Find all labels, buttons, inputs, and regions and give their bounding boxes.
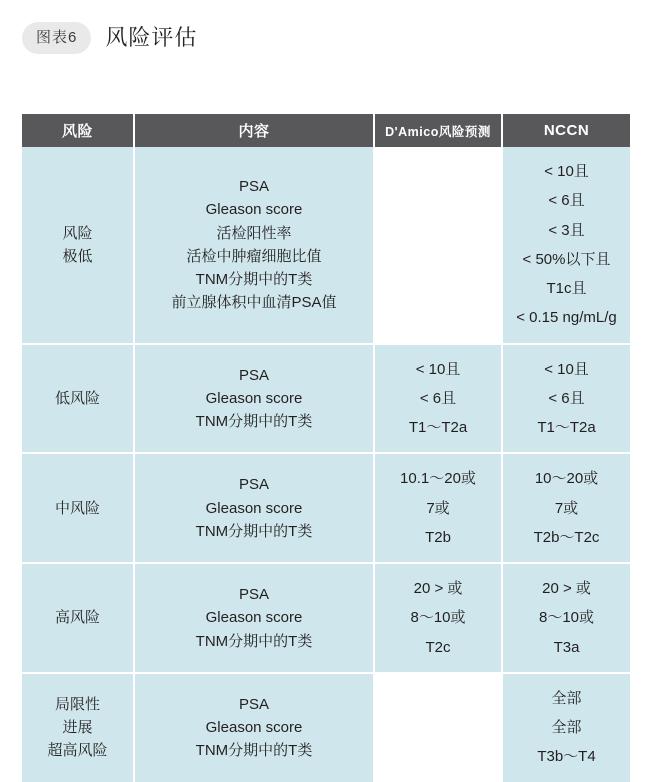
- nccn-line: < 10且: [544, 163, 589, 180]
- content-line: Gleason score: [205, 499, 303, 517]
- figure-header: [22, 22, 197, 54]
- nccn-line: < 10且: [544, 360, 589, 378]
- content-line: Gleason score: [205, 719, 303, 736]
- content-line: 前立腺体积中血清PSA值: [171, 294, 337, 312]
- cell-content: [134, 344, 374, 454]
- content-line: Gleason score: [205, 609, 303, 627]
- nccn-line: 7或: [554, 499, 579, 517]
- cell-nccn: [502, 563, 630, 673]
- nccn-line: < 6且: [548, 389, 585, 407]
- nccn-line: < 50%以下且: [522, 250, 611, 268]
- risk-line: 进展: [62, 719, 93, 736]
- content-line: Gleason score: [205, 389, 303, 407]
- nccn-line: 20 > 或: [542, 580, 591, 597]
- damico-line: T2b: [425, 528, 451, 546]
- risk-table-wrapper: [22, 114, 630, 782]
- risk-line: 极低: [62, 247, 93, 265]
- table-row: [22, 344, 630, 454]
- header-content: 内容: [134, 114, 374, 147]
- cell-content: [134, 673, 374, 782]
- cell-damico: [374, 673, 502, 782]
- cell-risk: [22, 673, 134, 782]
- cell-nccn: [502, 344, 630, 454]
- cell-risk: [22, 344, 134, 454]
- cell-damico: [374, 147, 502, 344]
- damico-line: T2c: [425, 638, 451, 656]
- cell-nccn: [502, 147, 630, 344]
- table-header-row: [22, 114, 630, 147]
- nccn-line: T1～T2a: [537, 419, 596, 436]
- figure-badge: 图表6: [22, 22, 91, 54]
- table-row: [22, 673, 630, 782]
- header-risk: 风险: [22, 114, 134, 147]
- damico-line: 20 > 或: [413, 580, 463, 597]
- cell-damico: [374, 344, 502, 454]
- damico-line: T1～T2a: [408, 419, 468, 436]
- table-row: [22, 563, 630, 673]
- cell-risk: [22, 453, 134, 563]
- cell-content: [134, 147, 374, 344]
- cell-damico: [374, 563, 502, 673]
- content-line: TNM分期中的T类: [195, 742, 313, 760]
- content-line: TNM分期中的T类: [195, 522, 313, 540]
- content-line: 活检阳性率: [216, 224, 292, 242]
- damico-line: 10.1～20或: [400, 470, 476, 488]
- cell-risk: [22, 147, 134, 344]
- content-line: TNM分期中的T类: [195, 632, 313, 650]
- nccn-line: 全部: [551, 689, 582, 707]
- nccn-line: 全部: [551, 719, 582, 736]
- content-line: PSA: [238, 476, 269, 494]
- header-damico: D'Amico风险预测: [374, 114, 502, 147]
- content-line: 活检中肿瘤细胞比值: [186, 247, 322, 265]
- content-line: TNM分期中的T类: [195, 271, 313, 288]
- cell-nccn: [502, 673, 630, 782]
- table-row: [22, 453, 630, 563]
- table-row: [22, 147, 630, 344]
- nccn-line: < 3且: [548, 221, 585, 239]
- header-nccn: NCCN: [502, 114, 630, 147]
- risk-assessment-table: [22, 114, 630, 782]
- cell-damico: [374, 453, 502, 563]
- cell-nccn: [502, 453, 630, 563]
- nccn-line: < 6且: [548, 192, 585, 210]
- table-body: [22, 147, 630, 782]
- risk-line: 局限性: [54, 695, 100, 713]
- cell-risk: [22, 563, 134, 673]
- damico-line: < 6且: [419, 389, 457, 407]
- nccn-line: T3a: [553, 638, 580, 656]
- cell-content: [134, 563, 374, 673]
- nccn-line: T1c且: [546, 280, 587, 297]
- cell-content: [134, 453, 374, 563]
- nccn-line: T2b～T2c: [533, 528, 600, 546]
- damico-line: 7或: [426, 499, 450, 517]
- risk-line: 高风险: [54, 609, 100, 627]
- content-line: PSA: [238, 366, 269, 384]
- nccn-line: 10～20或: [534, 470, 599, 488]
- figure-title: 风险评估: [105, 25, 198, 50]
- nccn-line: T3b～T4: [537, 748, 596, 766]
- nccn-line: < 0.15 ng/mL/g: [516, 309, 617, 327]
- nccn-line: 8～10或: [538, 609, 595, 627]
- content-line: PSA: [238, 695, 269, 713]
- damico-line: < 10且: [415, 360, 461, 378]
- risk-line: 超高风险: [47, 742, 108, 760]
- risk-line: 风险: [62, 224, 93, 242]
- content-line: Gleason score: [205, 201, 303, 219]
- risk-line: 低风险: [54, 389, 100, 407]
- damico-line: 8～10或: [410, 609, 466, 627]
- content-line: PSA: [238, 586, 269, 603]
- content-line: PSA: [238, 178, 269, 195]
- content-line: TNM分期中的T类: [195, 413, 313, 430]
- risk-line: 中风险: [54, 499, 100, 517]
